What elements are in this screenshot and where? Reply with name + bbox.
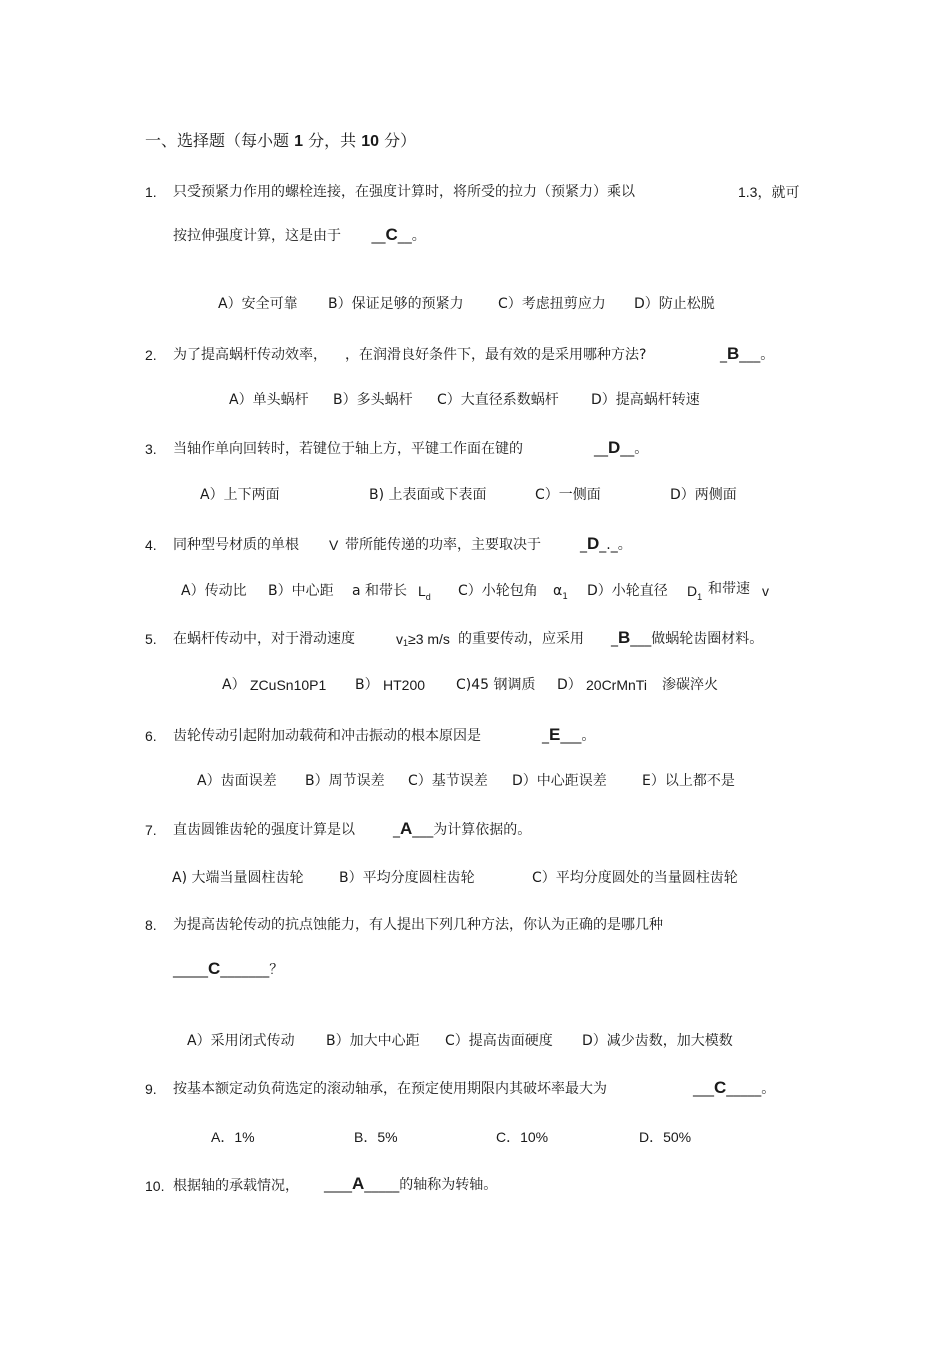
option-a: A）安全可靠 — [218, 296, 298, 312]
option-b: B）多头蜗杆 — [333, 392, 413, 408]
option-b: B）中心距 — [268, 583, 334, 599]
option-b: B）加大中心距 — [326, 1033, 420, 1049]
symbol-l-sub: d — [425, 592, 431, 602]
question-text: 为了提高蜗杆传动效率， — [173, 347, 327, 363]
answer-blank — [173, 960, 283, 979]
option-a: A．1% — [211, 1129, 255, 1145]
question-number: 3. — [145, 441, 157, 457]
option-d: D）中心距误差 — [512, 773, 607, 789]
blank-pre: __ — [371, 228, 386, 244]
blank-post: ___做蜗轮齿圈材料。 — [630, 631, 764, 647]
question-text-cont: 带所能传递的功率，主要取决于 — [345, 537, 541, 553]
option-d-material: 20CrMnTi — [586, 677, 647, 693]
option-a: A）上下两面 — [200, 487, 280, 503]
option-c: C）考虑扭剪应力 — [498, 296, 606, 312]
section-heading — [145, 132, 416, 151]
option-b-material: HT200 — [383, 677, 426, 693]
belt-type: V — [329, 537, 339, 553]
answer-blank — [693, 1079, 775, 1098]
option-a: A） — [222, 677, 246, 693]
answer-letter: D — [608, 438, 621, 457]
symbol-alpha-base: α — [553, 583, 563, 599]
option-a-material: ZCuSn10P1 — [250, 677, 327, 693]
answer-blank — [393, 820, 531, 839]
option-c: C）大直径系数蜗杆 — [437, 392, 559, 408]
option-c: C）提高齿面硬度 — [445, 1033, 553, 1049]
option-d: D）减少齿数，加大模数 — [582, 1033, 733, 1049]
blank-pre: ____ — [324, 1177, 352, 1193]
option-b: B) 上表面或下表面 — [369, 487, 487, 503]
option-d: D） — [557, 677, 582, 693]
question-text: 在蜗杆传动中，对于滑动速度 — [173, 631, 355, 647]
option-d: D．50% — [639, 1129, 692, 1145]
option-c: C．10% — [496, 1129, 549, 1145]
blank-post: ___为计算依据的。 — [412, 822, 532, 838]
section-points-each: 1 — [294, 133, 304, 150]
option-c: C）小轮包角 — [458, 583, 538, 599]
blank-pre: __ — [594, 441, 608, 457]
blank-post: _______？ — [220, 962, 284, 978]
answer-letter: E — [549, 725, 561, 744]
question-text: 只受预紧力作用的螺栓连接，在强度计算时，将所受的拉力（预紧力）乘以 — [173, 184, 635, 200]
question-number: 5. — [145, 631, 157, 647]
option-b: B） — [355, 677, 379, 693]
blank-pre: ___ — [693, 1081, 714, 1097]
answer-letter: A — [400, 819, 413, 838]
speed-value: ≥3 m/s — [408, 631, 450, 647]
question-text-line2 — [173, 226, 426, 245]
option-a: A）采用闭式传动 — [187, 1033, 295, 1049]
symbol-alpha — [553, 582, 568, 602]
speed-sub: 1 — [403, 638, 409, 648]
question-text-cont: 按拉伸强度计算，这是由于 — [173, 228, 341, 244]
option-c: C）一侧面 — [535, 487, 601, 503]
blank-post: ___。 — [560, 728, 596, 744]
answer-letter: C — [714, 1078, 727, 1097]
blank-pre: _ — [542, 728, 549, 744]
section-mid: 分，共 — [308, 131, 357, 150]
question-text: 根据轴的承载情况， — [173, 1178, 299, 1194]
option-a: A) 大端当量圆柱齿轮 — [172, 870, 304, 886]
option-b: B）周节误差 — [305, 773, 385, 789]
question-number: 7. — [145, 822, 157, 838]
option-e: E）以上都不是 — [642, 773, 735, 789]
question-text-cont: ，在润滑良好条件下，最有效的是采用哪种方法? — [345, 347, 647, 363]
blank-post: _____。 — [726, 1081, 776, 1097]
option-d: D）防止松脱 — [634, 296, 715, 312]
answer-blank — [580, 535, 632, 554]
question-number: 9. — [145, 1081, 157, 1097]
blank-post: _._。 — [599, 537, 632, 553]
section-prefix: 一、选择题（每小题 — [145, 131, 290, 150]
blank-pre: _ — [580, 537, 587, 553]
option-b-cont: a 和带长 — [352, 583, 408, 599]
option-b: B）平均分度圆柱齿轮 — [339, 870, 475, 886]
blank-pre: _ — [393, 822, 400, 838]
section-suffix: 分） — [384, 131, 417, 150]
answer-letter: B — [618, 628, 631, 647]
answer-blank — [611, 629, 763, 648]
question-text: 按基本额定动负荷选定的滚动轴承，在预定使用期限内其破坏率最大为 — [173, 1081, 607, 1097]
option-d: D）小轮直径 — [587, 583, 668, 599]
answer-blank — [371, 225, 426, 244]
option-a: A）单头蜗杆 — [229, 392, 309, 408]
question-number: 2. — [145, 347, 157, 363]
option-a: A）传动比 — [181, 583, 247, 599]
answer-blank — [324, 1175, 497, 1194]
question-factor: 1.3，就可 — [738, 184, 800, 200]
question-text: 齿轮传动引起附加动载荷和冲击振动的根本原因是 — [173, 728, 481, 744]
blank-pre: _ — [611, 631, 618, 647]
question-text-cont: 的重要传动，应采用 — [458, 631, 584, 647]
question-text: 同种型号材质的单根 — [173, 537, 299, 553]
blank-post: _____的轴称为转轴。 — [364, 1177, 498, 1193]
symbol-d-base: D — [687, 583, 698, 599]
option-b: B．5% — [354, 1129, 398, 1145]
answer-letter: C — [208, 959, 221, 978]
option-b: B）保证足够的预紧力 — [328, 296, 464, 312]
symbol-d — [687, 582, 702, 602]
answer-letter: B — [727, 344, 740, 363]
question-number: 8. — [145, 917, 157, 933]
speed-symbol: v — [396, 631, 403, 647]
answer-blank — [594, 439, 648, 458]
option-c: C)45 钢调质 — [456, 677, 536, 693]
section-points-total: 10 — [361, 133, 380, 150]
question-text: 直齿圆锥齿轮的强度计算是以 — [173, 822, 355, 838]
question-number: 1. — [145, 184, 157, 200]
question-text: 当轴作单向回转时，若键位于轴上方，平键工作面在键的 — [173, 441, 523, 457]
option-d: D）两侧面 — [670, 487, 737, 503]
blank-pre: _ — [720, 347, 727, 363]
answer-blank — [542, 726, 595, 745]
blank-post: ___。 — [739, 347, 775, 363]
option-d-cont: 和带速 — [708, 581, 750, 597]
answer-blank — [720, 345, 774, 364]
option-a: A）齿面误差 — [197, 773, 277, 789]
question-number: 10. — [145, 1178, 165, 1194]
symbol-l-base: L — [418, 583, 426, 599]
answer-letter: C — [385, 225, 398, 244]
option-d-cont: 渗碳淬火 — [662, 677, 718, 693]
question-number: 6. — [145, 728, 157, 744]
symbol-v: v — [762, 583, 769, 599]
symbol-l — [418, 582, 431, 602]
blank-post: __。 — [397, 228, 426, 244]
blank-post: __。 — [620, 441, 649, 457]
answer-letter: A — [352, 1174, 365, 1193]
option-c: C）基节误差 — [408, 773, 488, 789]
symbol-d-sub: 1 — [697, 592, 703, 602]
answer-letter: D — [587, 534, 600, 553]
option-d: D）提高蜗杆转速 — [591, 392, 700, 408]
question-text: 为提高齿轮传动的抗点蚀能力，有人提出下列几种方法，你认为正确的是哪几种 — [173, 917, 663, 933]
question-number: 4. — [145, 537, 157, 553]
symbol-alpha-sub: 1 — [562, 592, 568, 602]
blank-pre: _____ — [173, 962, 208, 978]
option-c: C）平均分度圆处的当量圆柱齿轮 — [532, 870, 738, 886]
speed-condition — [396, 630, 450, 650]
